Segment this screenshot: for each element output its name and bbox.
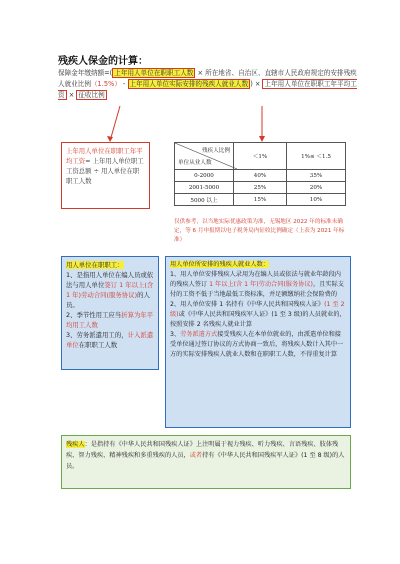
- item-text: ，且实际支付的工资不低于当地最低工资标准，并足额缴纳社会保险费的: [170, 281, 344, 298]
- table-cell: 10%: [287, 194, 346, 206]
- table-note: 仅供参考，以当地实际优惠政策为准，无锡地区 2022 年的标准未确定，等 6 月申报期以电子税务局内征收比例确定（上表为 2021 年标准）: [174, 219, 345, 243]
- item-text: 用人单位安排 1 名持有《中华人民共和国残疾人证》: [180, 301, 325, 308]
- table-cell: 20%: [287, 182, 346, 194]
- employees-heading: 用人单位在职职工：: [66, 261, 124, 269]
- formula-lead: 保障金年缴纳额=(: [58, 69, 113, 77]
- item-text: 是指用人单位在编人员或依法与用人单位: [66, 271, 154, 289]
- item-number: 1、: [66, 271, 77, 279]
- rate-table: [174, 142, 346, 206]
- table-row: [175, 170, 346, 182]
- disabled-definition-text2: 持有《中华人民共和国残疾军人证》(1 至 8 级)的人员。: [66, 452, 345, 470]
- rate-table-wrap: [174, 142, 346, 206]
- wage-note: [61, 142, 150, 209]
- item-highlight: 签订 1 年以上(含 1 年)劳动合同(服务协议): [66, 281, 154, 299]
- wage-note-term: 上年用人单位在职职工年平均工资: [66, 147, 143, 165]
- item-number: 2、: [66, 311, 77, 319]
- item-text: 或《中华人民共和国残疾军人证》(1 至 3 级)的人员就业的，按照安排 2 名残疾人就业计算: [170, 311, 346, 328]
- item-number: 2、: [170, 301, 181, 308]
- item-highlight: 折算为年平均用工人数: [66, 311, 154, 329]
- table-header-ratio: 残疾人比例: [202, 148, 230, 154]
- table-row: [175, 182, 346, 194]
- item-highlight: (1 至 2 级): [170, 301, 345, 318]
- list-item: [66, 270, 154, 310]
- arrow-to-wage-note: [110, 106, 120, 141]
- list-item: [170, 330, 346, 360]
- formula-term-employees: 上年用人单位在职职工人数: [114, 69, 194, 77]
- list-item: [170, 270, 346, 300]
- formula-ratio: （1.5%）: [90, 80, 121, 88]
- item-text: 接受残疾人在本单位就业的，由派遣单位和接受单位通过签订协议的方式协商一致后，将残疾人数计入其中一方的实际安排残疾人就业人数和在职职工人数，不得重复计算: [170, 331, 344, 358]
- item-text: 的人员。: [66, 291, 150, 309]
- wage-note-formula: = 上年用人单位职工工资总额 ÷ 用人单位在职职工人数: [66, 157, 144, 185]
- table-cell: 40%: [234, 170, 287, 182]
- table-cell: 25%: [234, 182, 287, 194]
- list-item: [66, 330, 154, 350]
- table-cell: 5000 以上: [175, 194, 234, 206]
- item-highlight: 劳务派遣方式: [180, 331, 218, 338]
- disabled-definition-text: ：是指持有《中华人民共和国残疾人证》上注明属于视力残疾、听力残疾、言语残疾、肢体残疾、智力残疾、精神残疾和多重残疾的人员，: [66, 441, 339, 459]
- table-row: [175, 194, 346, 206]
- disabled-employment-box: [165, 256, 351, 428]
- formula-term-rate: 征收比例: [78, 91, 105, 99]
- item-highlight: 计入派遣单位: [66, 331, 154, 349]
- item-number: 1、: [170, 271, 181, 278]
- item-highlight: 1 年以上(含 1 年)劳动合同(服务协议): [209, 281, 313, 288]
- item-text: 劳务派遣用工的，: [76, 331, 128, 339]
- employees-definition-box: [61, 256, 159, 370]
- item-number: 3、: [66, 331, 77, 339]
- table-header-size: 单位从业人数: [178, 160, 212, 166]
- table-cell: 2001-5000: [175, 182, 234, 194]
- item-number: 3、: [170, 331, 181, 338]
- item-text: 季节性用工应当: [76, 311, 122, 319]
- table-cell: 35%: [287, 170, 346, 182]
- formula-mid3: ×: [66, 91, 77, 99]
- list-item: [66, 310, 154, 330]
- disabled-definition-box: [61, 435, 351, 489]
- table-cell: 15%: [234, 194, 287, 206]
- item-text: 用人单位安排残疾人录用为在编人员或依法与就业年龄段内的残疾人签订: [170, 271, 341, 288]
- disabled-definition-or: 或者: [189, 452, 203, 459]
- disabled-employment-heading: 用人单位所安排的残疾人就业人数：: [170, 261, 269, 268]
- formula-term-wage: 上年用人单位在职职工年平均工资: [58, 80, 357, 99]
- formula-term-disabled: 上年用人单位实际安排的残疾人就业人数: [129, 80, 249, 88]
- item-text: 在职职工人数: [78, 341, 118, 349]
- table-col2: 1%≤ ＜1.5: [287, 143, 346, 170]
- formula-mid2: ) ×: [250, 80, 263, 88]
- formula-minus: -: [120, 80, 128, 88]
- table-col1: ＜1%: [234, 143, 287, 170]
- disabled-label: 残疾人: [66, 441, 85, 448]
- list-item: [170, 300, 346, 330]
- table-cell: 0-2000: [175, 170, 234, 182]
- formula-mid1: × 所在地省、自治区、直辖市人民政府规定的安排残疾人就业比例: [58, 69, 357, 88]
- rate-table-corner: [175, 143, 234, 170]
- page-title: 残疾人保金的计算：: [58, 56, 148, 67]
